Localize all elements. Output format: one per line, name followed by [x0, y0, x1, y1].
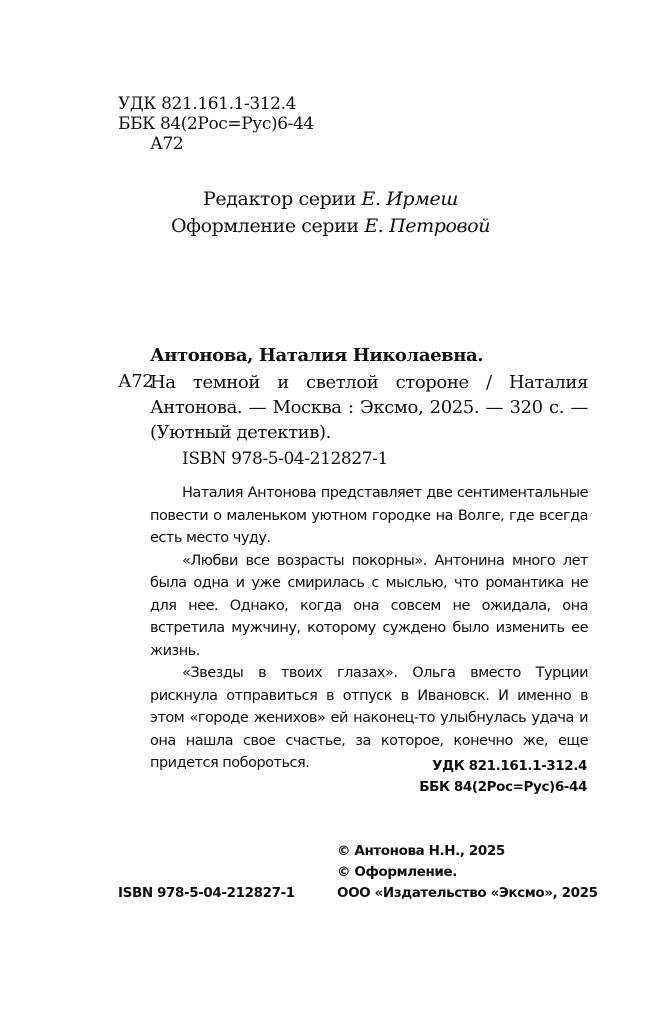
series-design-line [0, 213, 661, 240]
series-editor-label: Редактор серии [203, 188, 356, 210]
annotation-paragraph: Наталия Антонова представляет две сентиментальные повести о маленьком уютном городке на Волге, где всегда есть место чуду. [150, 485, 588, 546]
annotation-paragraph: «Любви все возрасты покорны». Антонина много лет была одна и уже смирилась с мыслью, что романтика не для нее. Однако, когда она совсем не ожидала, она встретила мужчину, которому суждено было изменить ее жизнь. [150, 552, 588, 659]
series-editor-name: Е. Ирмеш [361, 188, 458, 210]
bottom-isbn: ISBN 978-5-04-212827-1 [118, 885, 295, 901]
bbk-code: ББК 84(2Рос=Рус)6-44 [118, 114, 314, 134]
annotation-bbk: ББК 84(2Рос=Рус)6-44 [419, 779, 587, 795]
annotation-paragraph: «Звезды в твоих глазах». Ольга вместо Турции рискнула отправиться в отпуск в Ивановск. И именно в этом «городе женихов» ей наконец-то улыбнулась удача и она нашла свое счастье, за которое, конечно же, еще придется побороться. [150, 665, 588, 771]
catalog-author: Антонова, Наталия Николаевна. [150, 345, 484, 366]
series-design-name: Е. Петровой [364, 215, 491, 237]
copyright-publisher: ООО «Издательство «Эксмо», 2025 [337, 885, 598, 901]
annotation [150, 482, 588, 775]
series-editor-line [0, 186, 661, 213]
series-design-label: Оформление серии [170, 215, 359, 237]
catalog-isbn: ISBN 978-5-04-212827-1 [182, 449, 388, 469]
catalog-description: На темной и светлой стороне / Наталия Антонова. — Москва : Эксмо, 2025. — 320 с. — (Уютный детектив). [150, 372, 588, 443]
copyright-author: © Антонова Н.Н., 2025 [337, 843, 505, 859]
udk-code: УДК 821.161.1-312.4 [118, 94, 296, 114]
annotation-udk: УДК 821.161.1-312.4 [432, 758, 587, 774]
author-sign: А72 [150, 134, 184, 154]
catalog-author-sign: А72 [118, 371, 154, 392]
copyright-design: © Оформление. [337, 864, 457, 880]
